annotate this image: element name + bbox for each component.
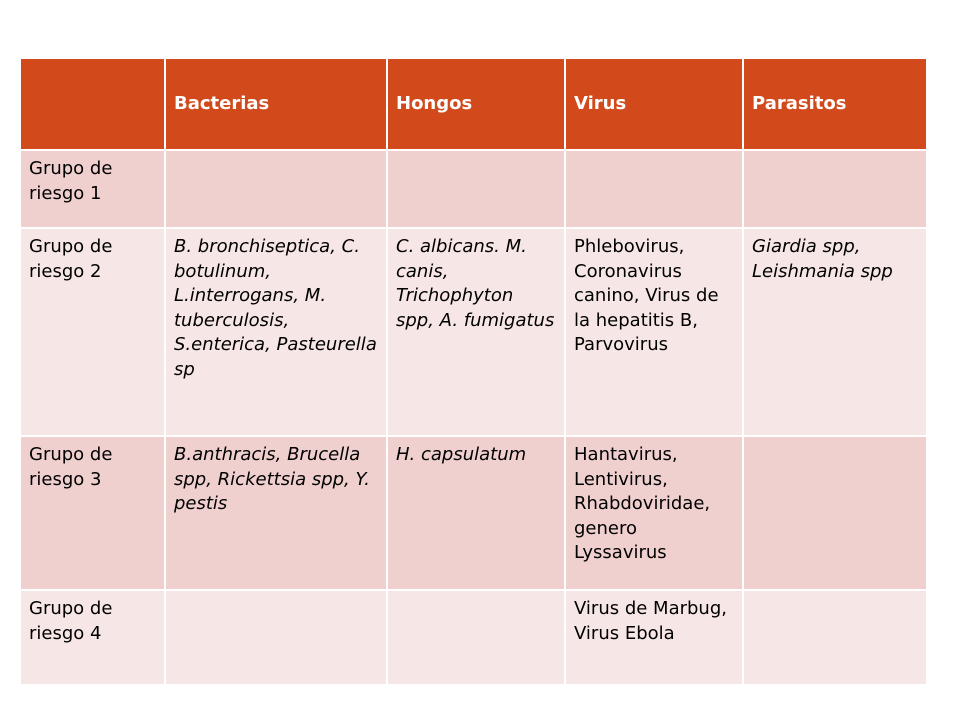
parasitos-cell bbox=[743, 150, 927, 228]
hongos-cell: C. albicans. M. canis, Trichophyton spp, A. fumigatus bbox=[387, 228, 565, 436]
hongos-cell bbox=[387, 150, 565, 228]
header-cell-virus: Virus bbox=[565, 58, 743, 150]
header-row bbox=[20, 58, 927, 150]
hongos-cell bbox=[387, 590, 565, 685]
virus-cell: Virus de Marbug, Virus Ebola bbox=[565, 590, 743, 685]
table-row bbox=[20, 590, 927, 685]
header-cell-hongos: Hongos bbox=[387, 58, 565, 150]
header-cell-parasitos: Parasitos bbox=[743, 58, 927, 150]
hongos-cell: H. capsulatum bbox=[387, 436, 565, 590]
virus-cell: Hantavirus, Lentivirus, Rhabdoviridae, genero Lyssavirus bbox=[565, 436, 743, 590]
bacterias-cell bbox=[165, 150, 387, 228]
header-cell-corner bbox=[20, 58, 165, 150]
table-row bbox=[20, 436, 927, 590]
header-cell-bacterias: Bacterias bbox=[165, 58, 387, 150]
parasitos-cell bbox=[743, 436, 927, 590]
group-label-cell: Grupo de riesgo 2 bbox=[20, 228, 165, 436]
bacterias-cell: B.anthracis, Brucella spp, Rickettsia spp, Y. pestis bbox=[165, 436, 387, 590]
virus-cell bbox=[565, 150, 743, 228]
parasitos-cell: Giardia spp, Leishmania spp bbox=[743, 228, 927, 436]
table-row bbox=[20, 150, 927, 228]
group-label-cell: Grupo de riesgo 4 bbox=[20, 590, 165, 685]
risk-group-table bbox=[19, 57, 928, 686]
bacterias-cell: B. bronchiseptica, C. botulinum, L.interrogans, M. tuberculosis, S.enterica, Pasteurella sp bbox=[165, 228, 387, 436]
group-label-cell: Grupo de riesgo 1 bbox=[20, 150, 165, 228]
parasitos-cell bbox=[743, 590, 927, 685]
virus-cell: Phlebovirus, Coronavirus canino, Virus de la hepatitis B, Parvovirus bbox=[565, 228, 743, 436]
bacterias-cell bbox=[165, 590, 387, 685]
group-label-cell: Grupo de riesgo 3 bbox=[20, 436, 165, 590]
table-row bbox=[20, 228, 927, 436]
